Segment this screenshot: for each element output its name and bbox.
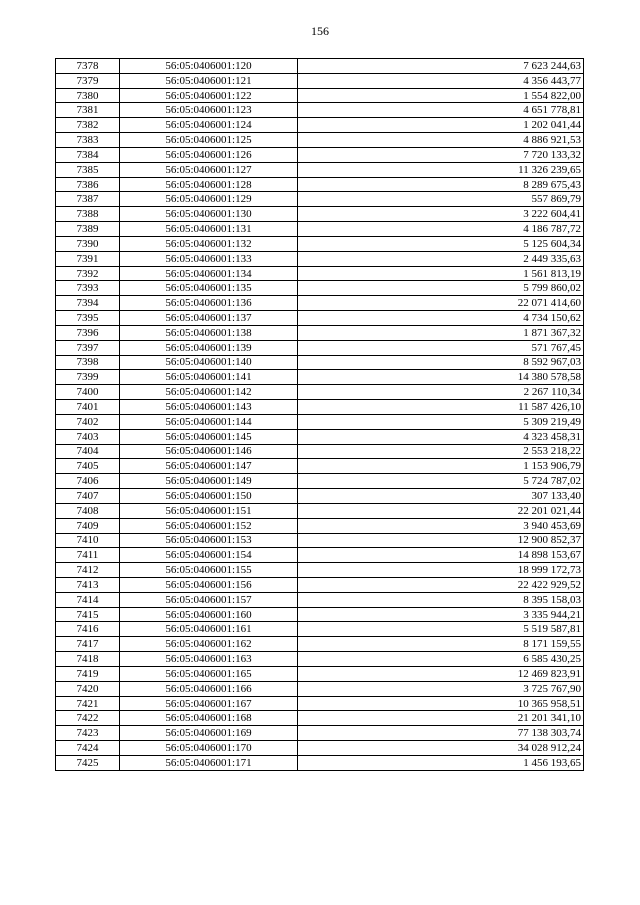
- cadastral-value-cell: 1 554 822,00: [298, 88, 584, 103]
- table-row: [56, 414, 584, 429]
- row-number-cell: 7397: [56, 340, 120, 355]
- table-row: [56, 355, 584, 370]
- row-number-cell: 7388: [56, 207, 120, 222]
- table-row: [56, 444, 584, 459]
- row-number-cell: 7420: [56, 681, 120, 696]
- cadastral-value-cell: 3 725 767,90: [298, 681, 584, 696]
- cadastral-value-cell: 1 153 906,79: [298, 459, 584, 474]
- table-row: [56, 296, 584, 311]
- cadastral-number-cell: 56:05:0406001:130: [120, 207, 298, 222]
- table-row: [56, 474, 584, 489]
- cadastral-value-cell: 4 356 443,77: [298, 73, 584, 88]
- table-row: [56, 162, 584, 177]
- table-row: [56, 503, 584, 518]
- cadastral-value-cell: 4 651 778,81: [298, 103, 584, 118]
- cadastral-number-cell: 56:05:0406001:121: [120, 73, 298, 88]
- cadastral-value-cell: 6 585 430,25: [298, 652, 584, 667]
- cadastral-number-cell: 56:05:0406001:124: [120, 118, 298, 133]
- table-row: [56, 533, 584, 548]
- table-row: [56, 370, 584, 385]
- row-number-cell: 7378: [56, 59, 120, 74]
- table-row: [56, 652, 584, 667]
- row-number-cell: 7413: [56, 577, 120, 592]
- table-body: [56, 59, 584, 771]
- cadastral-value-cell: 307 133,40: [298, 489, 584, 504]
- cadastral-number-cell: 56:05:0406001:122: [120, 88, 298, 103]
- row-number-cell: 7419: [56, 666, 120, 681]
- row-number-cell: 7410: [56, 533, 120, 548]
- cadastral-value-cell: 2 267 110,34: [298, 385, 584, 400]
- row-number-cell: 7415: [56, 607, 120, 622]
- row-number-cell: 7418: [56, 652, 120, 667]
- row-number-cell: 7417: [56, 637, 120, 652]
- cadastral-number-cell: 56:05:0406001:120: [120, 59, 298, 74]
- row-number-cell: 7414: [56, 592, 120, 607]
- cadastral-number-cell: 56:05:0406001:154: [120, 548, 298, 563]
- row-number-cell: 7386: [56, 177, 120, 192]
- row-number-cell: 7391: [56, 251, 120, 266]
- table-row: [56, 459, 584, 474]
- table-row: [56, 489, 584, 504]
- cadastral-number-cell: 56:05:0406001:167: [120, 696, 298, 711]
- row-number-cell: 7381: [56, 103, 120, 118]
- table-row: [56, 400, 584, 415]
- cadastral-number-cell: 56:05:0406001:136: [120, 296, 298, 311]
- cadastral-number-cell: 56:05:0406001:165: [120, 666, 298, 681]
- cadastral-number-cell: 56:05:0406001:144: [120, 414, 298, 429]
- cadastral-value-cell: 2 449 335,63: [298, 251, 584, 266]
- cadastral-number-cell: 56:05:0406001:135: [120, 281, 298, 296]
- cadastral-number-cell: 56:05:0406001:126: [120, 147, 298, 162]
- cadastral-value-cell: 8 289 675,43: [298, 177, 584, 192]
- cadastral-number-cell: 56:05:0406001:128: [120, 177, 298, 192]
- table-row: [56, 666, 584, 681]
- cadastral-value-cell: 34 028 912,24: [298, 741, 584, 756]
- row-number-cell: 7421: [56, 696, 120, 711]
- cadastral-value-cell: 571 767,45: [298, 340, 584, 355]
- table-row: [56, 266, 584, 281]
- cadastral-value-cell: 1 456 193,65: [298, 755, 584, 770]
- table-row: [56, 192, 584, 207]
- row-number-cell: 7406: [56, 474, 120, 489]
- row-number-cell: 7399: [56, 370, 120, 385]
- cadastral-value-cell: 12 469 823,91: [298, 666, 584, 681]
- row-number-cell: 7394: [56, 296, 120, 311]
- row-number-cell: 7384: [56, 147, 120, 162]
- table-row: [56, 88, 584, 103]
- row-number-cell: 7403: [56, 429, 120, 444]
- cadastral-value-cell: 4 323 458,31: [298, 429, 584, 444]
- table-row: [56, 236, 584, 251]
- cadastral-value-cell: 7 720 133,32: [298, 147, 584, 162]
- table-row: [56, 147, 584, 162]
- cadastral-number-cell: 56:05:0406001:125: [120, 133, 298, 148]
- cadastral-value-cell: 8 171 159,55: [298, 637, 584, 652]
- cadastral-value-cell: 5 519 587,81: [298, 622, 584, 637]
- cadastral-number-cell: 56:05:0406001:143: [120, 400, 298, 415]
- table-row: [56, 311, 584, 326]
- table-row: [56, 622, 584, 637]
- row-number-cell: 7412: [56, 563, 120, 578]
- cadastral-number-cell: 56:05:0406001:162: [120, 637, 298, 652]
- row-number-cell: 7416: [56, 622, 120, 637]
- cadastral-value-cell: 77 138 303,74: [298, 726, 584, 741]
- cadastral-number-cell: 56:05:0406001:141: [120, 370, 298, 385]
- table-row: [56, 518, 584, 533]
- table-row: [56, 385, 584, 400]
- table-row: [56, 340, 584, 355]
- cadastral-number-cell: 56:05:0406001:160: [120, 607, 298, 622]
- table-row: [56, 325, 584, 340]
- cadastral-value-cell: 1 561 813,19: [298, 266, 584, 281]
- table-row: [56, 103, 584, 118]
- cadastral-number-cell: 56:05:0406001:155: [120, 563, 298, 578]
- table-row: [56, 711, 584, 726]
- cadastral-number-cell: 56:05:0406001:137: [120, 311, 298, 326]
- cadastral-number-cell: 56:05:0406001:166: [120, 681, 298, 696]
- cadastral-number-cell: 56:05:0406001:145: [120, 429, 298, 444]
- table-row: [56, 726, 584, 741]
- row-number-cell: 7404: [56, 444, 120, 459]
- row-number-cell: 7423: [56, 726, 120, 741]
- table-row: [56, 281, 584, 296]
- table-row: [56, 548, 584, 563]
- row-number-cell: 7396: [56, 325, 120, 340]
- row-number-cell: 7393: [56, 281, 120, 296]
- row-number-cell: 7379: [56, 73, 120, 88]
- cadastral-number-cell: 56:05:0406001:142: [120, 385, 298, 400]
- cadastral-value-cell: 7 623 244,63: [298, 59, 584, 74]
- cadastral-value-cell: 10 365 958,51: [298, 696, 584, 711]
- cadastral-value-cell: 3 940 453,69: [298, 518, 584, 533]
- page-number: 156: [311, 24, 329, 38]
- cadastral-value-cell: 22 201 021,44: [298, 503, 584, 518]
- row-number-cell: 7408: [56, 503, 120, 518]
- row-number-cell: 7405: [56, 459, 120, 474]
- cadastral-value-cell: 5 125 604,34: [298, 236, 584, 251]
- table-row: [56, 681, 584, 696]
- cadastral-value-cell: 1 871 367,32: [298, 325, 584, 340]
- cadastral-number-cell: 56:05:0406001:150: [120, 489, 298, 504]
- cadastral-number-cell: 56:05:0406001:171: [120, 755, 298, 770]
- table-row: [56, 696, 584, 711]
- cadastral-number-cell: 56:05:0406001:138: [120, 325, 298, 340]
- row-number-cell: 7395: [56, 311, 120, 326]
- cadastral-number-cell: 56:05:0406001:153: [120, 533, 298, 548]
- cadastral-number-cell: 56:05:0406001:168: [120, 711, 298, 726]
- table-row: [56, 741, 584, 756]
- cadastral-number-cell: 56:05:0406001:147: [120, 459, 298, 474]
- cadastral-value-cell: 14 898 153,67: [298, 548, 584, 563]
- table-row: [56, 251, 584, 266]
- cadastral-value-cell: 2 553 218,22: [298, 444, 584, 459]
- table-row: [56, 607, 584, 622]
- cadastral-value-cell: 12 900 852,37: [298, 533, 584, 548]
- row-number-cell: 7398: [56, 355, 120, 370]
- cadastral-value-cell: 4 886 921,53: [298, 133, 584, 148]
- table-row: [56, 592, 584, 607]
- cadastral-value-cell: 1 202 041,44: [298, 118, 584, 133]
- cadastral-number-cell: 56:05:0406001:132: [120, 236, 298, 251]
- cadastral-value-cell: 8 592 967,03: [298, 355, 584, 370]
- table-row: [56, 73, 584, 88]
- table-row: [56, 429, 584, 444]
- cadastral-value-cell: 5 724 787,02: [298, 474, 584, 489]
- table-row: [56, 755, 584, 770]
- cadastral-number-cell: 56:05:0406001:123: [120, 103, 298, 118]
- row-number-cell: 7380: [56, 88, 120, 103]
- cadastral-number-cell: 56:05:0406001:149: [120, 474, 298, 489]
- row-number-cell: 7392: [56, 266, 120, 281]
- cadastral-value-cell: 4 186 787,72: [298, 222, 584, 237]
- row-number-cell: 7411: [56, 548, 120, 563]
- cadastral-number-cell: 56:05:0406001:131: [120, 222, 298, 237]
- row-number-cell: 7424: [56, 741, 120, 756]
- cadastral-number-cell: 56:05:0406001:139: [120, 340, 298, 355]
- cadastral-value-cell: 557 869,79: [298, 192, 584, 207]
- cadastral-value-cell: 22 422 929,52: [298, 577, 584, 592]
- table-row: [56, 577, 584, 592]
- table-row: [56, 637, 584, 652]
- cadastral-number-cell: 56:05:0406001:134: [120, 266, 298, 281]
- row-number-cell: 7390: [56, 236, 120, 251]
- cadastral-number-cell: 56:05:0406001:129: [120, 192, 298, 207]
- cadastral-number-cell: 56:05:0406001:157: [120, 592, 298, 607]
- row-number-cell: 7383: [56, 133, 120, 148]
- cadastral-value-cell: 3 222 604,41: [298, 207, 584, 222]
- cadastral-value-cell: 22 071 414,60: [298, 296, 584, 311]
- cadastral-number-cell: 56:05:0406001:170: [120, 741, 298, 756]
- cadastral-value-cell: 18 999 172,73: [298, 563, 584, 578]
- cadastral-number-cell: 56:05:0406001:169: [120, 726, 298, 741]
- row-number-cell: 7389: [56, 222, 120, 237]
- cadastral-number-cell: 56:05:0406001:133: [120, 251, 298, 266]
- row-number-cell: 7385: [56, 162, 120, 177]
- table-row: [56, 563, 584, 578]
- table-row: [56, 177, 584, 192]
- cadastral-value-table: [55, 58, 584, 771]
- cadastral-number-cell: 56:05:0406001:140: [120, 355, 298, 370]
- row-number-cell: 7387: [56, 192, 120, 207]
- cadastral-number-cell: 56:05:0406001:146: [120, 444, 298, 459]
- table-row: [56, 118, 584, 133]
- cadastral-number-cell: 56:05:0406001:151: [120, 503, 298, 518]
- row-number-cell: 7382: [56, 118, 120, 133]
- cadastral-value-cell: 11 326 239,65: [298, 162, 584, 177]
- row-number-cell: 7407: [56, 489, 120, 504]
- cadastral-number-cell: 56:05:0406001:152: [120, 518, 298, 533]
- row-number-cell: 7400: [56, 385, 120, 400]
- cadastral-number-cell: 56:05:0406001:156: [120, 577, 298, 592]
- table-row: [56, 222, 584, 237]
- table-row: [56, 207, 584, 222]
- cadastral-number-cell: 56:05:0406001:161: [120, 622, 298, 637]
- cadastral-value-cell: 5 799 860,02: [298, 281, 584, 296]
- cadastral-number-cell: 56:05:0406001:163: [120, 652, 298, 667]
- cadastral-value-cell: 3 335 944,21: [298, 607, 584, 622]
- cadastral-value-cell: 4 734 150,62: [298, 311, 584, 326]
- cadastral-value-cell: 21 201 341,10: [298, 711, 584, 726]
- table-row: [56, 133, 584, 148]
- cadastral-value-cell: 5 309 219,49: [298, 414, 584, 429]
- row-number-cell: 7402: [56, 414, 120, 429]
- table-row: [56, 59, 584, 74]
- cadastral-value-cell: 8 395 158,03: [298, 592, 584, 607]
- cadastral-value-cell: 11 587 426,10: [298, 400, 584, 415]
- cadastral-value-cell: 14 380 578,58: [298, 370, 584, 385]
- row-number-cell: 7422: [56, 711, 120, 726]
- row-number-cell: 7401: [56, 400, 120, 415]
- row-number-cell: 7409: [56, 518, 120, 533]
- row-number-cell: 7425: [56, 755, 120, 770]
- cadastral-number-cell: 56:05:0406001:127: [120, 162, 298, 177]
